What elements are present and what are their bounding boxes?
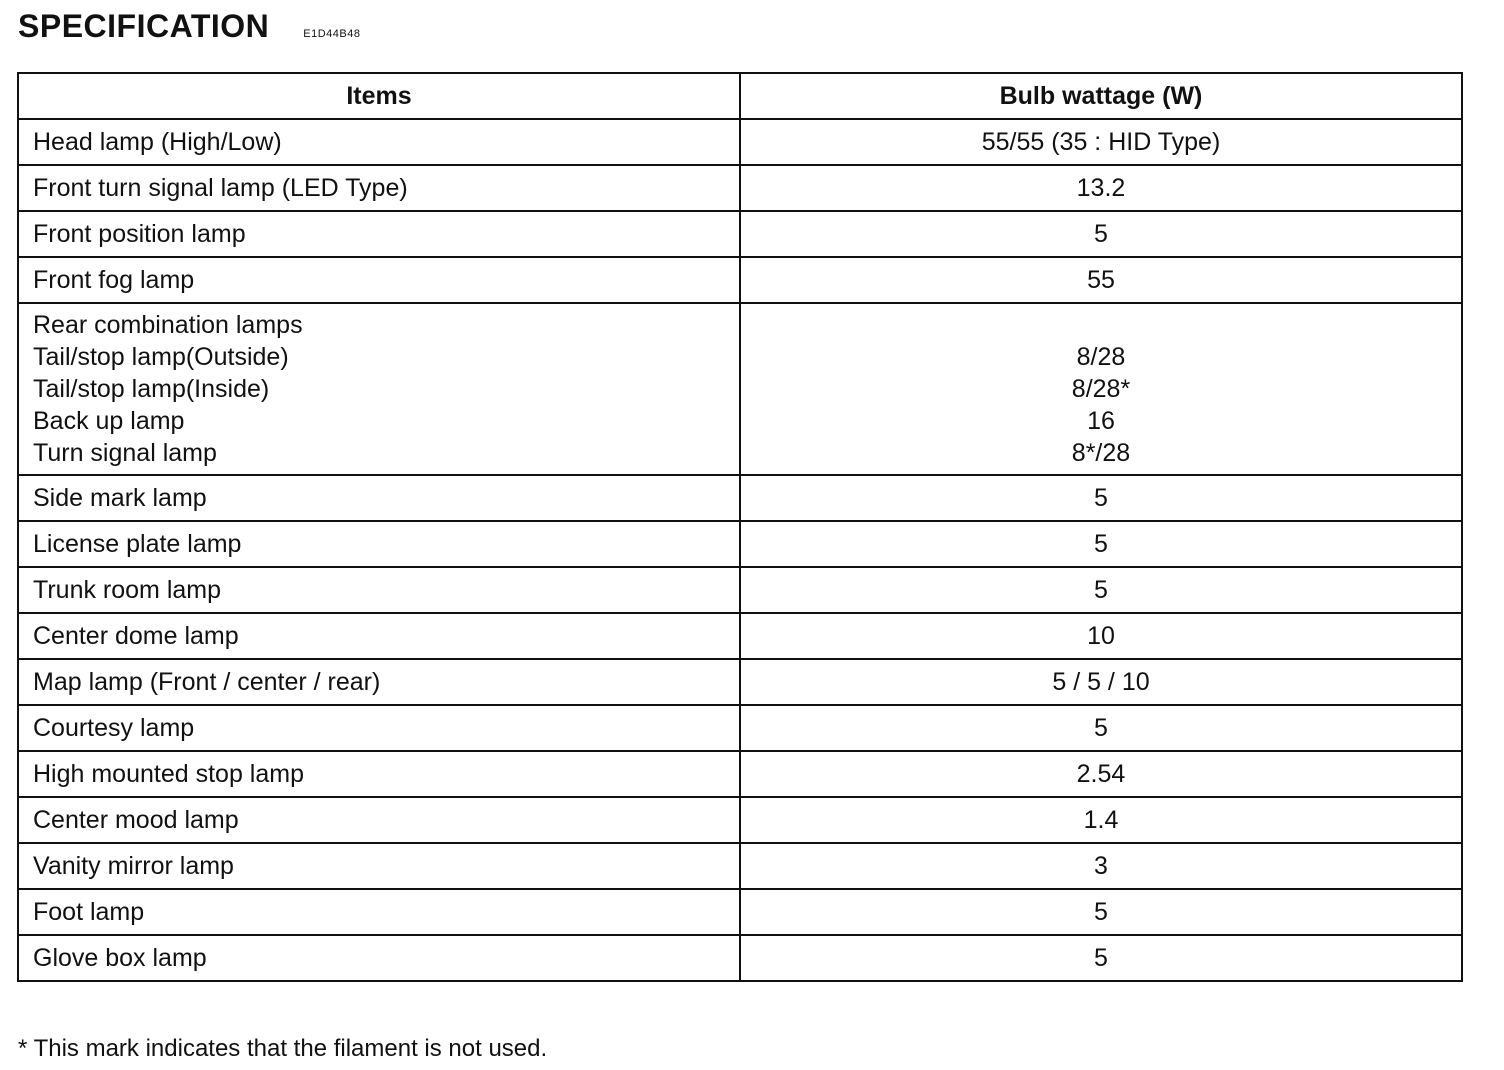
table-row bbox=[18, 119, 1462, 165]
item-cell: Vanity mirror lamp bbox=[18, 843, 740, 889]
item-cell: Glove box lamp bbox=[18, 935, 740, 981]
value-cell-group bbox=[740, 303, 1462, 475]
value-cell: 5 bbox=[740, 521, 1462, 567]
sub-item-value: 8*/28 bbox=[1071, 439, 1131, 467]
item-cell: High mounted stop lamp bbox=[18, 751, 740, 797]
table-row bbox=[18, 165, 1462, 211]
table-row bbox=[18, 705, 1462, 751]
value-cell: 5 bbox=[740, 567, 1462, 613]
table-row bbox=[18, 797, 1462, 843]
item-cell: Foot lamp bbox=[18, 889, 740, 935]
value-cell: 1.4 bbox=[740, 797, 1462, 843]
table-row bbox=[18, 889, 1462, 935]
item-cell: Trunk room lamp bbox=[18, 567, 740, 613]
value-cell: 3 bbox=[740, 843, 1462, 889]
table-row bbox=[18, 475, 1462, 521]
value-cell: 13.2 bbox=[740, 165, 1462, 211]
table-row bbox=[18, 659, 1462, 705]
item-cell: Center mood lamp bbox=[18, 797, 740, 843]
value-cell: 10 bbox=[740, 613, 1462, 659]
table-row bbox=[18, 613, 1462, 659]
value-cell: 5 bbox=[740, 475, 1462, 521]
item-cell: Side mark lamp bbox=[18, 475, 740, 521]
column-header-wattage: Bulb wattage (W) bbox=[740, 73, 1462, 119]
sub-item-value: 8/28 bbox=[1076, 343, 1126, 371]
table-row bbox=[18, 257, 1462, 303]
header bbox=[18, 8, 360, 52]
table-row bbox=[18, 521, 1462, 567]
table-row-rear-combination bbox=[18, 303, 1462, 475]
sub-item-value: 8/28* bbox=[1071, 375, 1131, 403]
item-cell: Head lamp (High/Low) bbox=[18, 119, 740, 165]
item-cell: Front turn signal lamp (LED Type) bbox=[18, 165, 740, 211]
group-label: Rear combination lamps bbox=[33, 311, 303, 339]
specification-table bbox=[17, 72, 1463, 982]
column-header-items: Items bbox=[18, 73, 740, 119]
table-row bbox=[18, 935, 1462, 981]
item-cell: Front position lamp bbox=[18, 211, 740, 257]
value-cell: 5 / 5 / 10 bbox=[740, 659, 1462, 705]
item-cell: License plate lamp bbox=[18, 521, 740, 567]
sub-item-label: Turn signal lamp bbox=[33, 439, 217, 467]
value-cell: 5 bbox=[740, 211, 1462, 257]
page-title: SPECIFICATION bbox=[18, 8, 270, 44]
sub-item-label: Tail/stop lamp(Outside) bbox=[33, 343, 289, 371]
sub-item-label: Tail/stop lamp(Inside) bbox=[33, 375, 270, 403]
value-cell: 5 bbox=[740, 705, 1462, 751]
item-cell: Map lamp (Front / center / rear) bbox=[18, 659, 740, 705]
sub-item-value: 16 bbox=[1087, 407, 1115, 435]
value-cell: 2.54 bbox=[740, 751, 1462, 797]
item-cell: Courtesy lamp bbox=[18, 705, 740, 751]
item-cell: Front fog lamp bbox=[18, 257, 740, 303]
value-cell: 55/55 (35 : HID Type) bbox=[740, 119, 1462, 165]
table-row bbox=[18, 843, 1462, 889]
table-header-row bbox=[18, 73, 1462, 119]
group-spacer bbox=[755, 309, 1447, 341]
item-cell-group bbox=[18, 303, 740, 475]
value-cell: 5 bbox=[740, 935, 1462, 981]
document-code: E1D44B48 bbox=[303, 28, 361, 40]
table-row bbox=[18, 211, 1462, 257]
table-row bbox=[18, 751, 1462, 797]
sub-item-label: Back up lamp bbox=[33, 407, 185, 435]
value-cell: 55 bbox=[740, 257, 1462, 303]
footnote: * This mark indicates that the filament is not used. bbox=[18, 1035, 548, 1062]
value-cell: 5 bbox=[740, 889, 1462, 935]
table-row bbox=[18, 567, 1462, 613]
item-cell: Center dome lamp bbox=[18, 613, 740, 659]
